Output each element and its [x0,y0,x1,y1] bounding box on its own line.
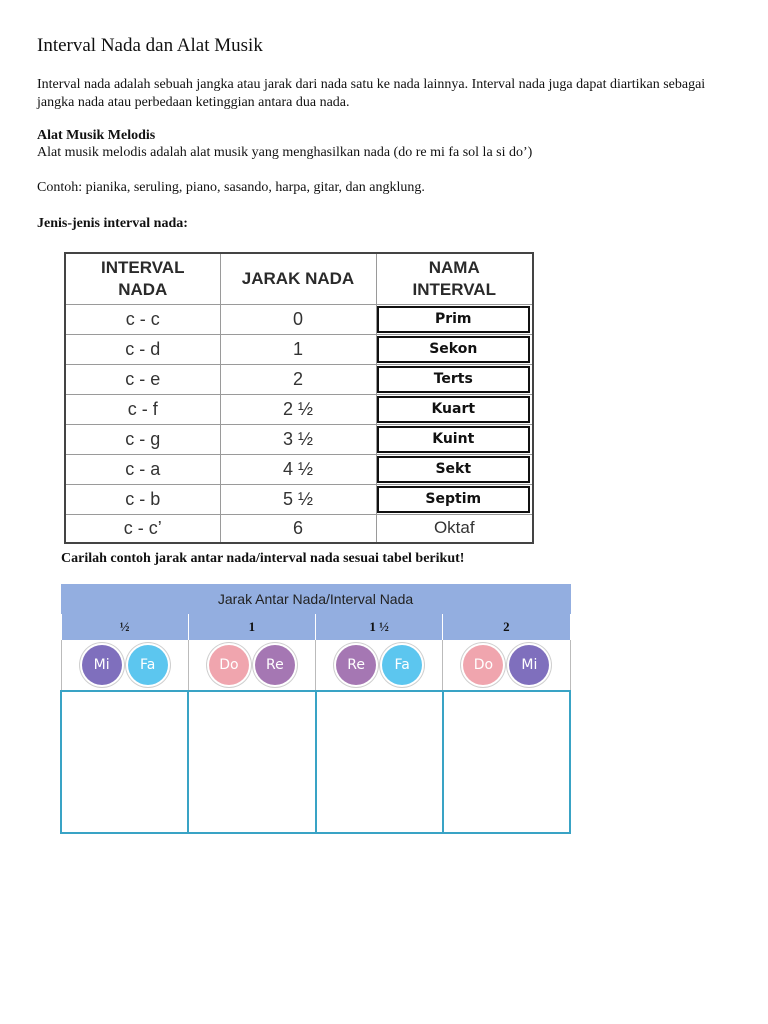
instruction-text: Carilah contoh jarak antar nada/interval nada sesuai tabel berikut! [61,551,465,566]
column-header: ½ [61,614,188,641]
nama-cell [376,485,533,515]
header-line: NADA [118,280,168,299]
answer-box[interactable] [443,691,570,833]
table-row [65,305,533,335]
note-circle-fa: Fa [128,645,168,685]
melodis-heading: Alat Musik Melodis [37,128,156,143]
nama-interval-box: Terts [377,366,531,393]
answer-box[interactable] [188,691,315,833]
table-row [65,455,533,485]
interval-cell: c - a [65,455,220,485]
jarak-cell: 5 ½ [220,485,376,515]
note-circle-do: Do [209,645,249,685]
header-nama-interval [376,253,533,305]
note-pair [188,640,315,691]
nama-cell [376,335,533,365]
column-header: 1 [188,614,315,641]
table-row [65,425,533,455]
interval-cell: c - f [65,395,220,425]
interval-table [64,252,534,544]
table-row [65,335,533,365]
nama-cell [376,395,533,425]
header-line: JARAK NADA [241,269,355,288]
note-circle-mi: Mi [82,645,122,685]
note-circle-re: Re [255,645,295,685]
interval-cell: c - d [65,335,220,365]
header-line: INTERVAL [101,258,185,277]
nama-interval-box: Kuart [377,396,531,423]
contoh-paragraph: Contoh: pianika, seruling, piano, sasando, harpa, gitar, dan angklung. [37,180,425,195]
nama-cell [376,365,533,395]
header-line: INTERVAL [412,280,496,299]
note-pair [316,640,443,691]
note-circle-mi: Mi [509,645,549,685]
interval-cell: c - c’ [65,515,220,543]
note-example-row [61,640,570,691]
jarak-antar-nada-table [60,584,571,834]
jarak-cell: 0 [220,305,376,335]
page-title: Interval Nada dan Alat Musik [37,35,263,56]
intro-paragraph: Interval nada adalah sebuah jangka atau jarak dari nada satu ke nada lainnya. Interval nada juga dapat diartikan sebagai jangka nada atau perbedaan ketinggian antara dua nada. [37,77,706,110]
table-row [65,485,533,515]
nama-cell [376,305,533,335]
jarak-cell: 1 [220,335,376,365]
interval-cell: c - c [65,305,220,335]
nama-interval-box: Sekt [377,456,531,483]
nama-interval-box: Septim [377,486,531,513]
note-circle-re: Re [336,645,376,685]
jarak-table-title: Jarak Antar Nada/Interval Nada [61,585,570,614]
table-row [65,515,533,543]
table-row [65,365,533,395]
melodis-paragraph: Alat musik melodis adalah alat musik yang menghasilkan nada (do re mi fa sol la si do’) [37,145,533,160]
note-circle-do: Do [463,645,503,685]
nama-interval-box: Prim [377,306,531,333]
column-header: 2 [443,614,570,641]
note-circle-fa: Fa [382,645,422,685]
nama-interval-box: Kuint [377,426,531,453]
jarak-cell: 4 ½ [220,455,376,485]
answer-box[interactable] [316,691,443,833]
jarak-cell: 6 [220,515,376,543]
interval-cell: c - e [65,365,220,395]
header-interval-nada [65,253,220,305]
jarak-cell: 3 ½ [220,425,376,455]
header-jarak-nada [220,253,376,305]
nama-cell [376,455,533,485]
jenis-heading: Jenis-jenis interval nada: [37,216,188,231]
nama-cell: Oktaf [376,515,533,543]
note-pair [443,640,570,691]
interval-table-header [65,253,533,305]
answer-box[interactable] [61,691,188,833]
note-pair [61,640,188,691]
nama-interval-box: Sekon [377,336,531,363]
column-header: 1 ½ [316,614,443,641]
header-line: NAMA [428,258,480,277]
jarak-cell: 2 ½ [220,395,376,425]
table-row [65,395,533,425]
interval-cell: c - b [65,485,220,515]
interval-cell: c - g [65,425,220,455]
answer-row [61,691,570,833]
nama-cell [376,425,533,455]
jarak-cell: 2 [220,365,376,395]
